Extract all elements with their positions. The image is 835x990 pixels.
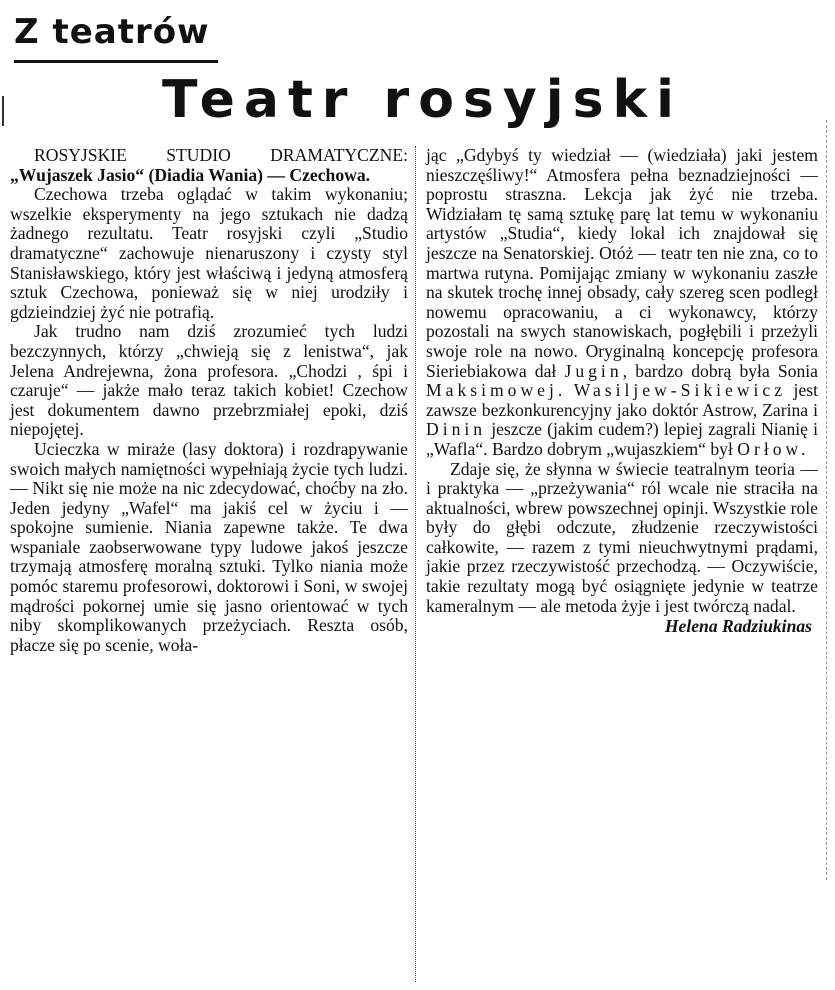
section-heading-underline (14, 60, 218, 63)
lead-plain: ROSYJSKIE STUDIO DRAMATYCZNE: (34, 145, 408, 165)
paragraph-2: Jak trudno nam dziś zrozumieć tych ludzi bezczynnych, którzy „chwieją się z lenistwa“, jak Jelena Andrejewna, żona profesora. „Chodzi , śpi i czaruje“ — jakże mało teraz takich kobiet! Czechow jest dokumentem dawno przebrzmiałej epoki, dziś niepojętej. (10, 321, 408, 440)
article-title: Teatr rosyjski (162, 70, 683, 130)
actor-name-wasiljew: Wasiljew-Sikiewicz (573, 380, 787, 401)
paragraph-4-text-a: jąc „Gdybyś ty wiedział — (wiedziała) jaki jestem nieszczęśliwy!“ Atmosfera pełna beznadziejności — poprostu straszna. Lekcja jak żyć nie trzeba. Widziałam tę samą sztukę parę lat temu w wykonaniu artystów „Studia“, kiedy lokal ich znajdował się jeszcze na Senatorskiej. Otóż — teatr ten nie zna, co to martwa rutyna. Pomijając zmiany w wykonaniu zaszłe na skutek trochę innej obsady, cały szereg scen podległ nowemu opracowaniu, a ci wykonawcy, którzy pozostali na swych stanowiskach, pogłębili i przeżyli swoje role na nowo. Oryginalną koncepcję profesora Sieriebiakowa dał (426, 145, 818, 381)
paragraph-4-text-e: jeszcze (jakim cudem?) lepiej zagrali Nianię i „Wafla“. Bardzo dobrym „wujaszkiem“ był (426, 419, 818, 459)
page-edge-rule (826, 120, 828, 880)
actor-name-maksimowej: Maksimowej. (426, 380, 567, 401)
actor-name-dinin: Dinin (426, 419, 487, 440)
lead-bold: „Wujaszek Jasio“ (Diadia Wania) — Czechowa. (10, 164, 371, 185)
paragraph-4-text-b: , bardzo dobrą była Sonia (622, 360, 818, 381)
paragraph-4-text-c (566, 380, 574, 400)
article-lead (10, 146, 408, 185)
section-heading: Z teatrów (14, 12, 210, 52)
column-divider (415, 146, 417, 982)
actor-name-jugin: Jugin (564, 360, 623, 381)
column-right (426, 146, 818, 637)
author-signature: Helena Radziukinas (664, 616, 812, 637)
paragraph-4 (426, 146, 818, 460)
paragraph-5: Zdaje się, że słynna w świecie teatralnym teoria — i praktyka — „przeżywania“ ról wcale nie straciła na aktualności, wbrew powszechnej opinji. Wszystkie role były do głębi odczute, złudzenie rzeczywistości całkowite, — razem z tymi nieuchwytnymi prądami, jakie przez rzeczywistość przechodzą. — Oczywiście, takie rezultaty mogą być osiągnięte jedynie w teatrze kameralnym — ale metoda żyje i jest twórczą nadal. (426, 458, 818, 616)
paragraph-3: Ucieczka w miraże (lasy doktora) i rozdrapywanie swoich małych namiętności wypełniają życie tych ludzi. — Nikt się nie może na nic zdecydować, choćby na zło. Jeden jedyny „Wafel“ ma jakiś cel w życiu i — spokojne sumienie. Niania zapewne także. Te dwa wspaniale zaobserwowane typy ludowe jakoś jeszcze trzymają atmosferę moralną sztuki. Tylko niania może pomóc staremu profesorowi, doktorowi i Soni, w swojej mądrości pokornej umie się jasno orientować w tych niby skomplikowanych przeżyciach. Reszta osób, płacze się po scenie, woła- (10, 438, 408, 655)
paragraph-1: Czechowa trzeba oglądać w takim wykonaniu; wszelkie eksperymenty na jego sztukach nie dadzą żadnego rezultatu. Teatr rosyjski czyli „Studio dramatyczne“ zachowuje nienaruszony i czysty styl Stanisławskiego, który jest właściwą i jedyną atmosferą sztuk Czechowa, ponieważ się w niej urodziły i gdzieindziej żyć nie potrafią. (10, 184, 408, 322)
column-left (10, 146, 408, 655)
paragraph-4-text-d: jest zawsze bezkonkurencyjny jako doktór Astrow, Zarina i (426, 380, 818, 420)
actor-name-orlow: Orłow. (737, 438, 810, 459)
